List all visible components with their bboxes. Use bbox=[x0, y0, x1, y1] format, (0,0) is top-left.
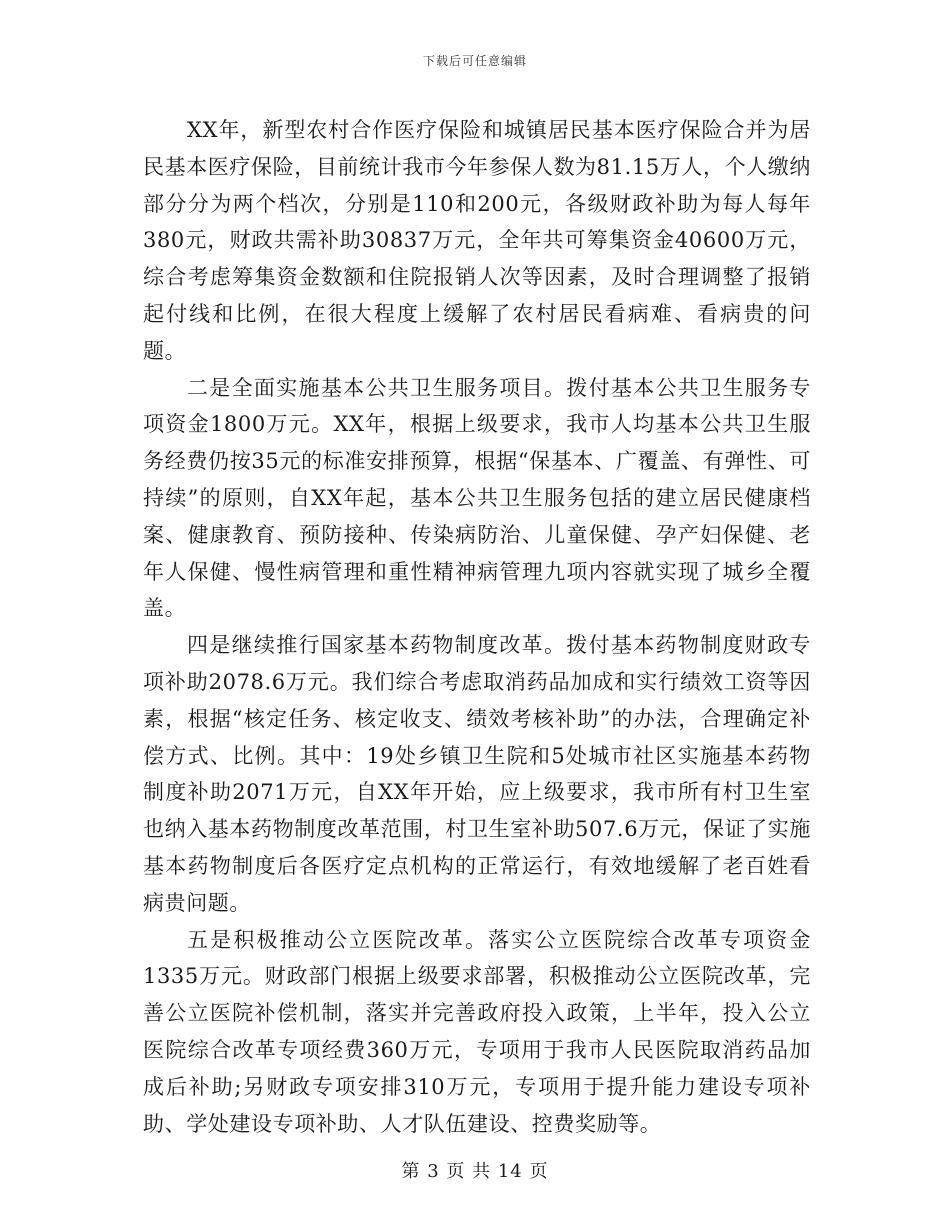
page-header: 下载后可任意编辑 bbox=[422, 54, 527, 68]
document-body bbox=[143, 112, 811, 1142]
paragraph-hospital-reform: 五是积极推动公立医院改革。落实公立医院综合改革专项资金1335万元。财政部门根据上级要求部署，积极推动公立医院改革，完善公立医院补偿机制，落实并完善政府投入政策，上半年，投入公立医院综合改革专项经费360万元，专项用于我市人民医院取消药品加成后补助;另财政专项安排310万元，专项用于提升能力建设专项补助、学处建设专项补助、人才队伍建设、控费奖励等。 bbox=[143, 927, 811, 1136]
paragraph-public-health: 二是全面实施基本公共卫生服务项目。拨付基本公共卫生服务专项资金1800万元。XX年，根据上级要求，我市人均基本公共卫生服务经费仍按35元的标准安排预算，根据“保基本、广覆盖、有弹性、可持续”的原则，自XX年起，基本公共卫生服务包括的建立居民健康档案、健康教育、预防接种、传染病防治、儿童保健、孕产妇保健、老年人保健、慢性病管理和重性精神病管理九项内容就实现了城乡全覆盖。 bbox=[143, 375, 811, 621]
paragraph-medical-insurance: XX年，新型农村合作医疗保险和城镇居民基本医疗保险合并为居民基本医疗保险，目前统计我市今年参保人数为81.15万人，个人缴纳部分分为两个档次，分别是110和200元，各级财政补助为每人每年380元，财政共需补助30837万元，全年共可筹集资金40600万元，综合考虑筹集资金数额和住院报销人次等因素，及时合理调整了报销起付线和比例，在很大程度上缓解了农村居民看病难、看病贵的问题。 bbox=[143, 118, 811, 363]
page-number: 第 3 页 共 14 页 bbox=[401, 1161, 549, 1182]
paragraph-essential-drugs: 四是继续推行国家基本药物制度改革。拨付基本药物制度财政专项补助2078.6万元。我们综合考虑取消药品加成和实行绩效工资等因素，根据“核定任务、核定收支、绩效考核补助”的办法，合理确定补偿方式、比例。其中：19处乡镇卫生院和5处城市社区实施基本药物制度补助2071万元，自XX年开始，应上级要求，我市所有村卫生室也纳入基本药物制度改革范围，村卫生室补助507.6万元，保证了实施基本药物制度后各医疗定点机构的正常运行，有效地缓解了老百姓看病贵问题。 bbox=[143, 633, 811, 915]
